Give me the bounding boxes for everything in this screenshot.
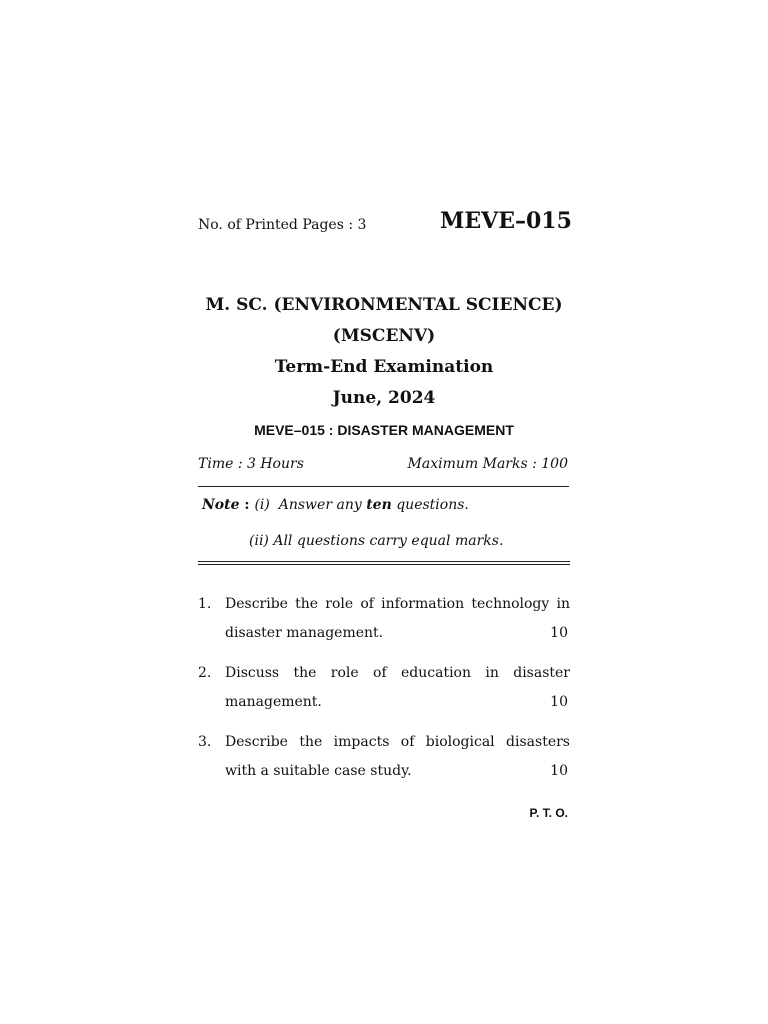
question-text-line-1: Describe the impacts of biological disasters	[225, 734, 570, 750]
question-marks: 10	[550, 763, 568, 779]
exam-session: June, 2024	[332, 388, 436, 408]
question-marks: 10	[550, 625, 568, 641]
question-text-line-2: with a suitable case study.	[225, 763, 412, 779]
note-colon: :	[239, 497, 255, 513]
paper-code: MEVE–015	[440, 208, 572, 234]
question-text-line-2: management.	[225, 694, 322, 710]
question-text-line-1: Discuss the role of education in disaster	[225, 665, 570, 681]
note-item-1-number: (i)	[254, 497, 270, 513]
double-divider	[198, 561, 570, 565]
question-number: 3.	[198, 734, 212, 750]
note-item-1-bold: ten	[366, 497, 392, 513]
note-line-1	[202, 497, 469, 513]
course-title: MEVE–015 : DISASTER MANAGEMENT	[254, 422, 514, 438]
note-label: Note	[202, 497, 240, 513]
note-line-2	[249, 533, 503, 549]
printed-pages-count: No. of Printed Pages : 3	[198, 217, 367, 233]
maximum-marks: Maximum Marks : 100	[407, 456, 568, 472]
note-item-2-text: All questions carry equal marks.	[268, 533, 504, 549]
exam-title: Term-End Examination	[274, 357, 494, 377]
question-number: 1.	[198, 596, 212, 612]
question-number: 2.	[198, 665, 212, 681]
question-text-line-2: disaster management.	[225, 625, 384, 641]
programme-title: M. SC. (ENVIRONMENTAL SCIENCE)	[205, 295, 563, 315]
time-allowed: Time : 3 Hours	[198, 456, 304, 472]
programme-code: (MSCENV)	[332, 326, 436, 346]
question-marks: 10	[550, 694, 568, 710]
note-item-1-post: questions.	[391, 497, 469, 513]
divider	[198, 486, 569, 487]
please-turn-over: P. T. O.	[529, 806, 568, 820]
note-item-2-number: (ii)	[249, 533, 269, 549]
question-text-line-1: Describe the role of information technology in	[225, 596, 570, 612]
note-item-1-pre: Answer any	[278, 497, 367, 513]
